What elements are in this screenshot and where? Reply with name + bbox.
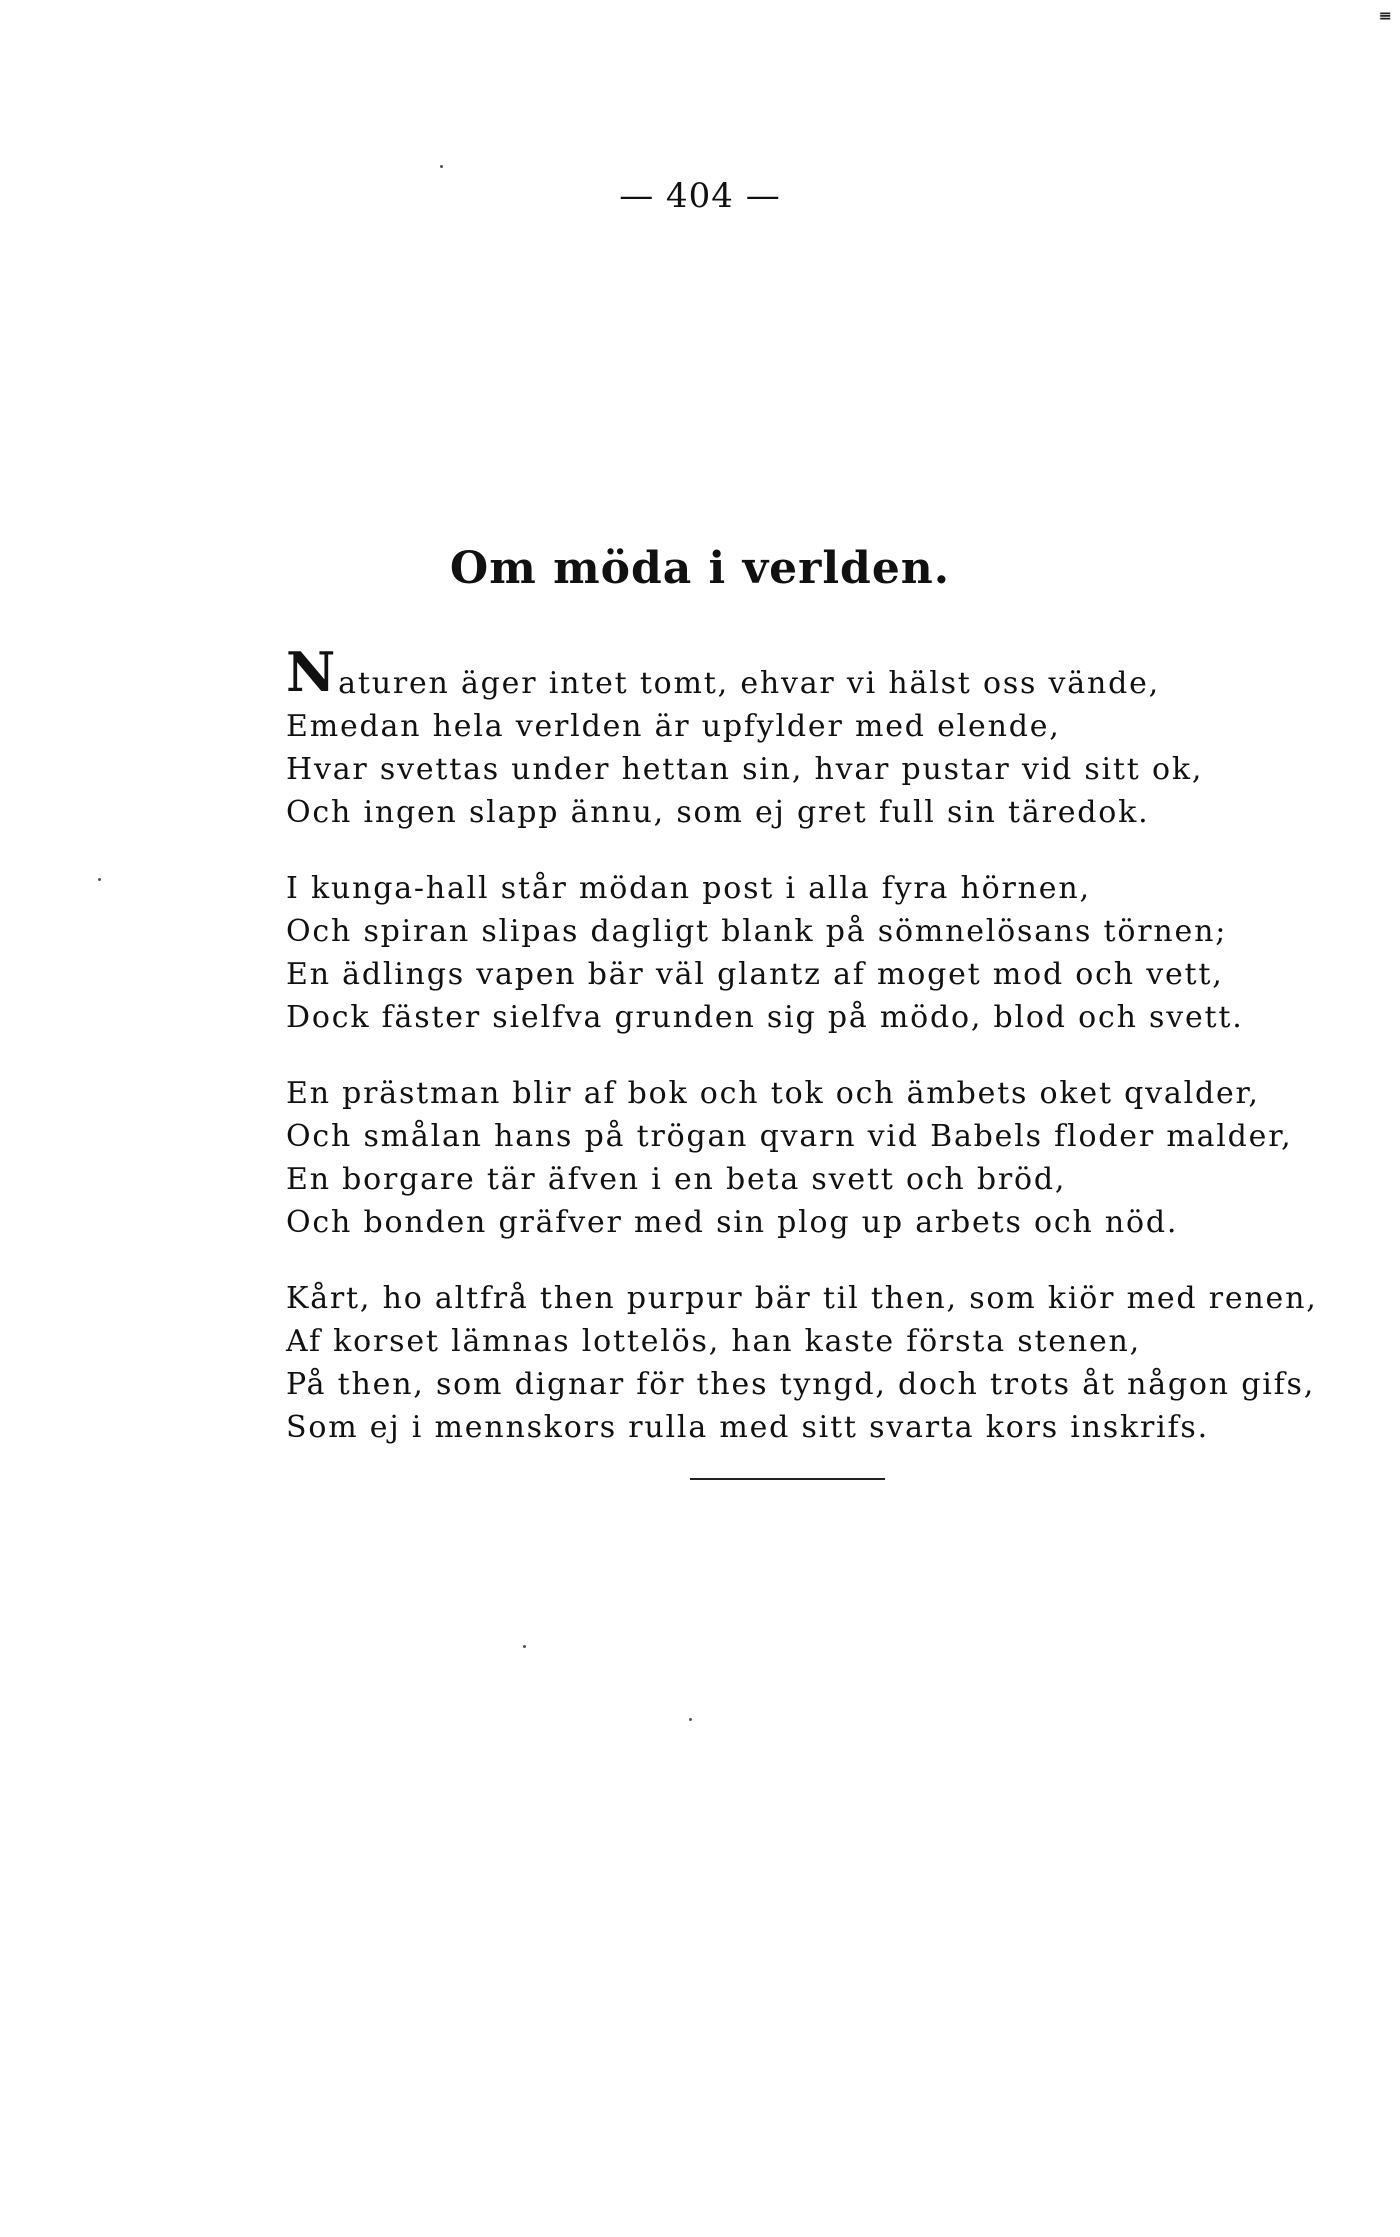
poem-line-text: aturen äger intet tomt, ehvar vi hälst oss vände, bbox=[338, 666, 1161, 701]
poem-line: Dock fäster sielfva grunden sig på mödo, blod och svett. bbox=[286, 1000, 1244, 1035]
poem-line: En prästman blir af bok och tok och ämbets oket qvalder, bbox=[286, 1076, 1260, 1111]
poem-line: Och spiran slipas dagligt blank på sömnelösans törnen; bbox=[286, 914, 1228, 949]
poem-line: Hvar svettas under hettan sin, hvar pustar vid sitt ok, bbox=[286, 752, 1204, 787]
poem-title: Om möda i verlden. bbox=[449, 543, 951, 594]
stanza-4 bbox=[286, 1277, 1326, 1449]
poem-line: En borgare tär äfven i en beta svett och bröd, bbox=[286, 1162, 1067, 1197]
end-rule bbox=[690, 1478, 885, 1480]
print-speck bbox=[523, 1645, 526, 1648]
poem-line: Af korset lämnas lottelös, han kaste första stenen, bbox=[286, 1324, 1141, 1359]
poem-body bbox=[286, 640, 1326, 1482]
stanza-1 bbox=[286, 640, 1326, 834]
poem-line: En ädlings vapen bär väl glantz af moget mod och vett, bbox=[286, 957, 1224, 992]
drop-cap: N bbox=[286, 640, 338, 704]
poem-line: Kårt, ho altfrå then purpur bär til then, som kiör med renen, bbox=[286, 1281, 1318, 1316]
poem-line bbox=[286, 640, 1326, 705]
print-speck bbox=[689, 1718, 692, 1721]
poem-line: Och bonden gräfver med sin plog up arbets och nöd. bbox=[286, 1205, 1179, 1240]
page-number: — 404 — bbox=[619, 176, 781, 216]
poem-line: Och ingen slapp ännu, som ej gret full sin täredok. bbox=[286, 795, 1150, 830]
poem-line: Emedan hela verlden är upfylder med elende, bbox=[286, 709, 1061, 744]
poem-line: Som ej i mennskors rulla med sitt svarta kors inskrifs. bbox=[286, 1410, 1209, 1445]
print-speck bbox=[98, 878, 101, 881]
poem-line: På then, som dignar för thes tyngd, doch trots åt någon gifs, bbox=[286, 1367, 1316, 1402]
print-speck bbox=[440, 165, 443, 168]
corner-mark: ≡ bbox=[1378, 6, 1392, 25]
poem-line: I kunga-hall står mödan post i alla fyra hörnen, bbox=[286, 871, 1091, 906]
stanza-2 bbox=[286, 867, 1326, 1039]
stanza-3 bbox=[286, 1072, 1326, 1244]
poem-line: Och smålan hans på trögan qvarn vid Babels floder malder, bbox=[286, 1119, 1293, 1154]
